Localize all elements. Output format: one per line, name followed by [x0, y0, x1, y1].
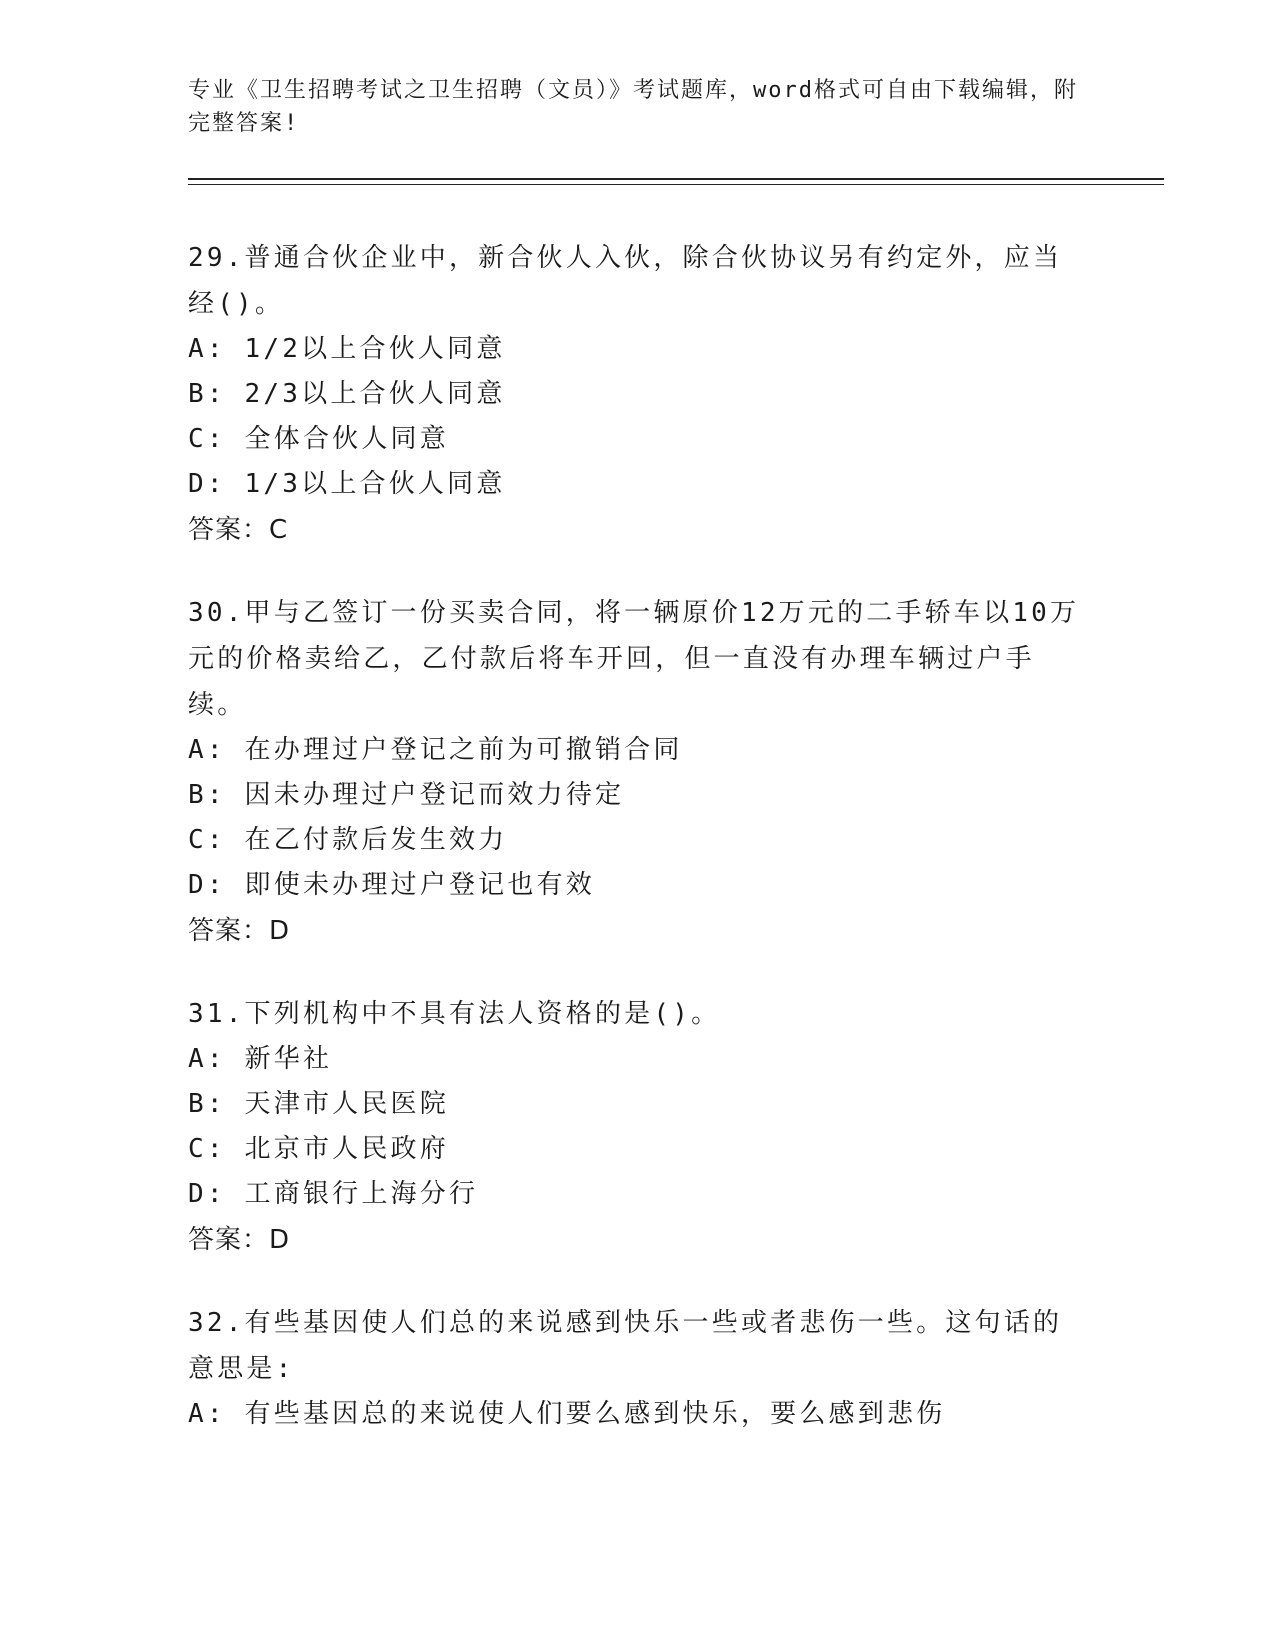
answer-line: 答案：D [188, 916, 291, 946]
answer-line: 答案：C [188, 515, 289, 545]
question-stem: 32.有些基因使人们总的来说感到快乐一些或者悲伤一些。这句话的意思是: [188, 1308, 1063, 1384]
option-d: D: 工商银行上海分行 [188, 1179, 479, 1209]
question-stem: 31.下列机构中不具有法人资格的是()。 [188, 999, 721, 1029]
question-29 [188, 235, 1088, 553]
option-a: A: 在办理过户登记之前为可撤销合同 [188, 735, 683, 765]
header-divider-thin [188, 184, 1164, 185]
option-a: A: 1/2以上合伙人同意 [188, 334, 506, 364]
option-d: D: 即使未办理过户登记也有效 [188, 870, 595, 900]
question-30 [188, 590, 1088, 954]
answer-line: 答案：D [188, 1225, 291, 1255]
option-c: C: 北京市人民政府 [188, 1134, 449, 1164]
option-a: A: 新华社 [188, 1044, 333, 1074]
option-d: D: 1/3以上合伙人同意 [188, 469, 506, 499]
question-stem: 29.普通合伙企业中，新合伙人入伙，除合伙协议另有约定外，应当经()。 [188, 243, 1063, 319]
option-a: A: 有些基因总的来说使人们要么感到快乐，要么感到悲伤 [188, 1399, 946, 1429]
option-b: B: 因未办理过户登记而效力待定 [188, 780, 625, 810]
question-32 [188, 1300, 1088, 1437]
question-31 [188, 991, 1088, 1263]
header-divider-thick [188, 178, 1164, 180]
option-b: B: 2/3以上合伙人同意 [188, 379, 506, 409]
question-stem: 30.甲与乙签订一份买卖合同，将一辆原价12万元的二手轿车以10万元的价格卖给乙，乙付款后将车开回，但一直没有办理车辆过户手续。 [188, 598, 1080, 720]
option-c: C: 在乙付款后发生效力 [188, 825, 508, 855]
question-list [188, 235, 1088, 1474]
document-header: 专业《卫生招聘考试之卫生招聘（文员）》考试题库，word格式可自由下载编辑，附完整答案! [188, 78, 1078, 136]
option-b: B: 天津市人民医院 [188, 1089, 449, 1119]
option-c: C: 全体合伙人同意 [188, 424, 449, 454]
